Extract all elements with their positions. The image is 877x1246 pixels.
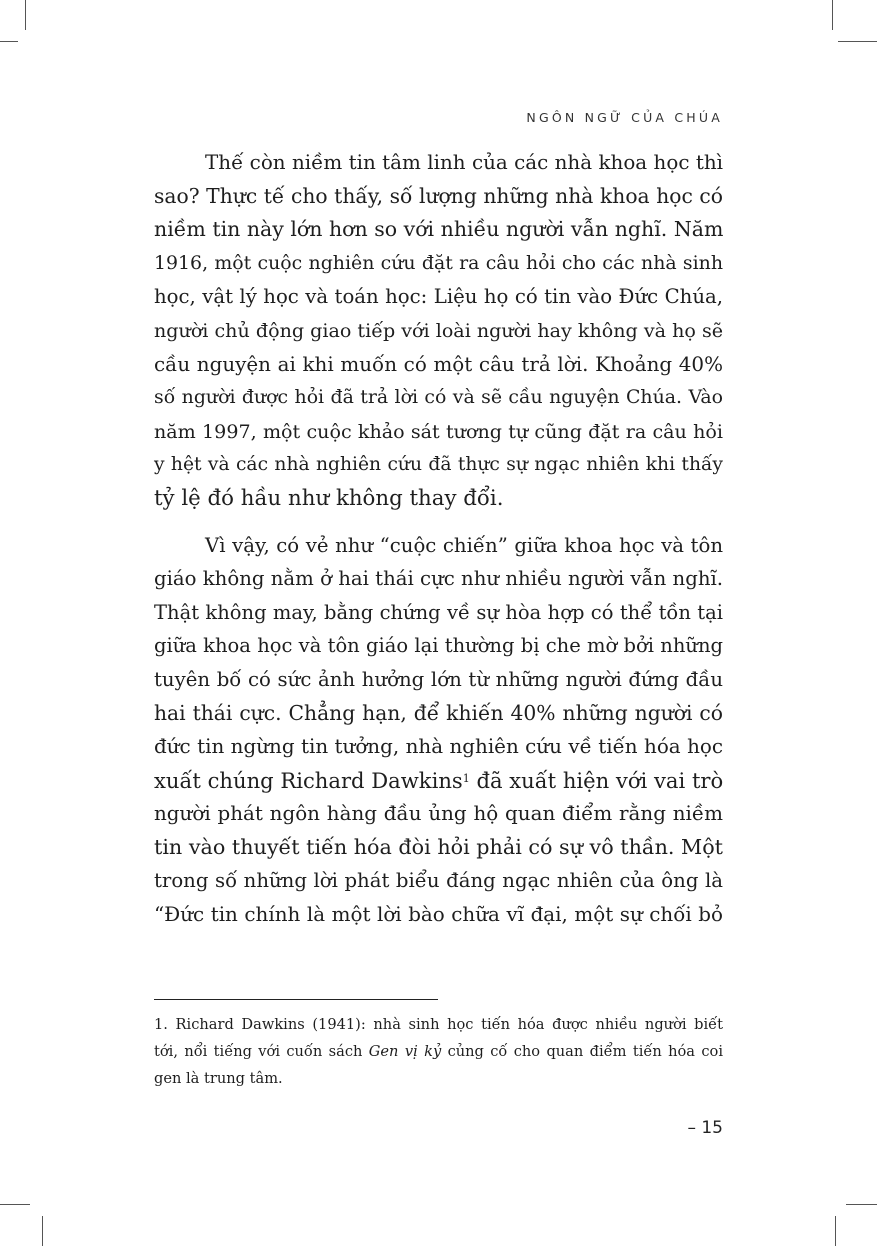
- text-line: “Đức tin chính là một lời bào chữa vĩ đại, một sự chối bỏ: [154, 903, 723, 927]
- crop-mark-top-left-horizontal: [0, 41, 18, 42]
- crop-mark-bottom-right-horizontal: [846, 1204, 877, 1205]
- footnote-line: [154, 1038, 723, 1065]
- text-segment: đã xuất hiện với vai trò: [469, 767, 724, 793]
- footnote-reference[interactable]: 1: [462, 771, 470, 785]
- text-line: đức tin ngừng tin tưởng, nhà nghiên cứu về tiến hóa học: [154, 735, 723, 759]
- book-title: Gen vị kỷ: [368, 1043, 442, 1060]
- text-line-dawkins: [154, 764, 723, 798]
- text-line: giáo không nằm ở hai thái cực như nhiều người vẫn nghĩ.: [154, 567, 724, 591]
- text-line: Vì vậy, có vẻ như “cuộc chiến” giữa khoa học và tôn: [205, 533, 723, 557]
- text-line: Thế còn niềm tin tâm linh của các nhà khoa học thì: [205, 151, 723, 174]
- text-line: niềm tin này lớn hơn so với nhiều người vẫn nghĩ. Năm: [154, 217, 724, 242]
- footnote-line: 1. Richard Dawkins (1941): nhà sinh học tiến hóa được nhiều người biết: [154, 1016, 723, 1033]
- text-line: 1916, một cuộc nghiên cứu đặt ra câu hỏi cho các nhà sinh: [154, 251, 723, 274]
- text-line: sao? Thực tế cho thấy, số lượng những nhà khoa học có: [154, 183, 723, 208]
- text-line: người phát ngôn hàng đầu ủng hộ quan điểm rằng niềm: [154, 802, 723, 826]
- text-line: tỷ lệ đó hầu như không thay đổi.: [154, 485, 504, 511]
- text-line: giữa khoa học và tôn giáo lại thường bị che mờ bởi những: [154, 634, 723, 658]
- text-line: tuyên bố có sức ảnh hưởng lớn từ những người đứng đầu: [154, 667, 723, 691]
- crop-mark-top-right-horizontal: [838, 41, 877, 42]
- crop-mark-bottom-left-vertical: [42, 1216, 43, 1246]
- paragraph-1: [154, 146, 723, 516]
- text-line: số người được hỏi đã trả lời có và sẽ cầu nguyện Chúa. Vào: [154, 386, 723, 409]
- footnote-divider: [154, 999, 438, 1000]
- paragraph-2: [154, 529, 723, 932]
- text-line: Thật không may, bằng chứng về sự hòa hợp có thể tồn tại: [154, 600, 723, 624]
- crop-mark-top-right-vertical: [832, 0, 833, 30]
- text-segment: củng cố cho quan điểm tiến hóa coi: [441, 1043, 723, 1060]
- text-line: năm 1997, một cuộc khảo sát tương tự cũng đặt ra câu hỏi: [154, 419, 723, 443]
- text-line: trong số những lời phát biểu đáng ngạc nhiên của ông là: [154, 869, 723, 893]
- text-segment: xuất chúng Richard Dawkins: [154, 767, 463, 793]
- crop-mark-top-left-vertical: [25, 0, 26, 30]
- text-line: học, vật lý học và toán học: Liệu họ có tin vào Đức Chúa,: [154, 285, 723, 309]
- crop-mark-bottom-left-horizontal: [0, 1204, 30, 1205]
- text-segment: tới, nổi tiếng với cuốn sách: [154, 1043, 369, 1060]
- footnote-line: gen là trung tâm.: [154, 1070, 283, 1087]
- footnote: [154, 1011, 723, 1092]
- text-line: tin vào thuyết tiến hóa đòi hỏi phải có sự vô thần. Một: [154, 834, 723, 859]
- text-line: cầu nguyện ai khi muốn có một câu trả lời. Khoảng 40%: [154, 352, 723, 376]
- running-head: NGÔN NGỮ CỦA CHÚA: [526, 110, 723, 125]
- crop-mark-bottom-right-vertical: [835, 1216, 836, 1246]
- page-number: – 15: [687, 1118, 723, 1138]
- body-text: [154, 146, 723, 932]
- text-line: người chủ động giao tiếp với loài người hay không và họ sẽ: [154, 318, 724, 342]
- text-line: hai thái cực. Chẳng hạn, để khiến 40% những người có: [154, 700, 723, 725]
- text-line: y hệt và các nhà nghiên cứu đã thực sự ngạc nhiên khi thấy: [154, 454, 723, 476]
